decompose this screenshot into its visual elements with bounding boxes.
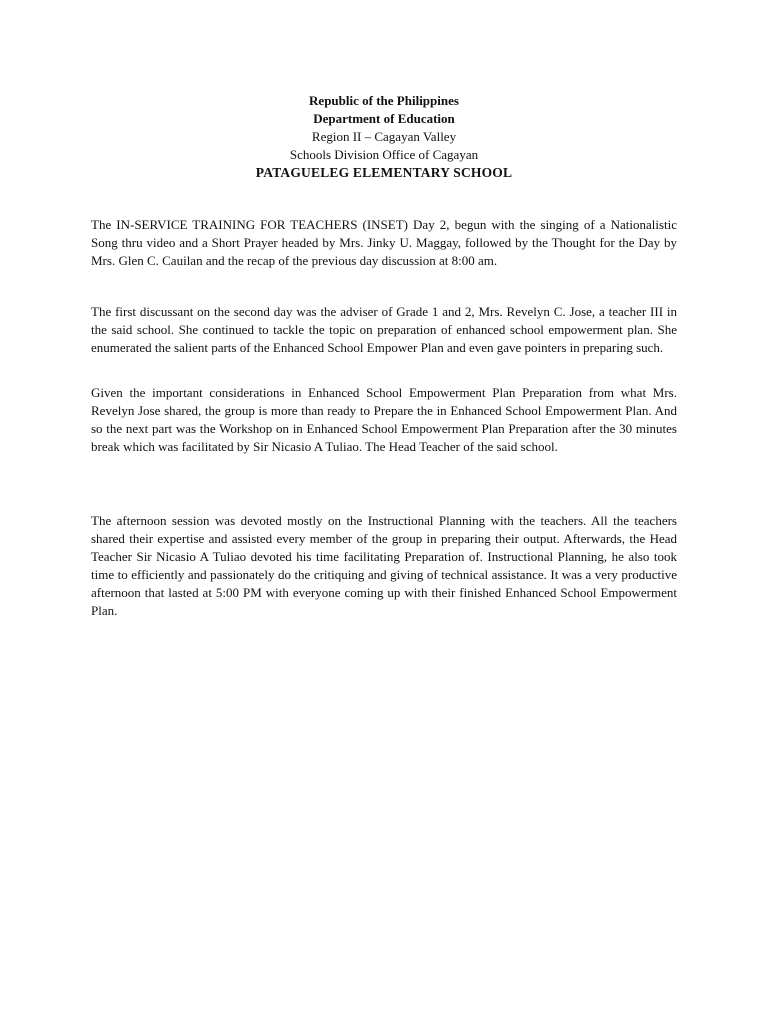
paragraph-workshop: Given the important considerations in Enhanced School Empowerment Plan Preparation from what Mrs. Revelyn Jose shared, the group is more than ready to Prepare the in Enhanced School Empowerment Plan. And so the next part was the Workshop on in Enhanced School Empowerment Plan Preparation after the 30 minutes break which was facilitated by Sir Nicasio A Tuliao. The Head Teacher of the said school. <box>91 385 677 454</box>
letterhead-division: Schools Division Office of Cagayan <box>289 147 479 162</box>
letterhead <box>0 92 768 182</box>
paragraph-first-discussant: The first discussant on the second day was the adviser of Grade 1 and 2, Mrs. Revelyn C. Jose, a teacher III in the said school. She continued to tackle the topic on preparation of enhanced school empowerment plan. She enumerated the salient parts of the Enhanced School Empower Plan and even gave pointers in preparing such. <box>91 304 677 355</box>
letterhead-school-name: PATAGUELEG ELEMENTARY SCHOOL <box>255 165 513 180</box>
letterhead-republic: Republic of the Philippines <box>309 93 459 108</box>
letterhead-region: Region II – Cagayan Valley <box>311 129 457 144</box>
paragraph-afternoon-session: The afternoon session was devoted mostly on the Instructional Planning with the teachers. All the teachers shared their expertise and assisted every member of the group in preparing their output. Afterwards, the Head Teacher Sir Nicasio A Tuliao devoted his time facilitating Preparation of. Instructional Planning, he also took time to efficiently and passionately do the critiquing and giving of technical assistance. It was a very productive afternoon that lasted at 5:00 PM with everyone coming up with their finished Enhanced School Empowerment Plan. <box>91 513 677 618</box>
paragraph-opening: The IN-SERVICE TRAINING FOR TEACHERS (INSET) Day 2, begun with the singing of a Nationalistic Song thru video and a Short Prayer headed by Mrs. Jinky U. Maggay, followed by the Thought for the Day by Mrs. Glen C. Cauilan and the recap of the previous day discussion at 8:00 am. <box>91 217 677 268</box>
letterhead-department: Department of Education <box>313 111 455 126</box>
